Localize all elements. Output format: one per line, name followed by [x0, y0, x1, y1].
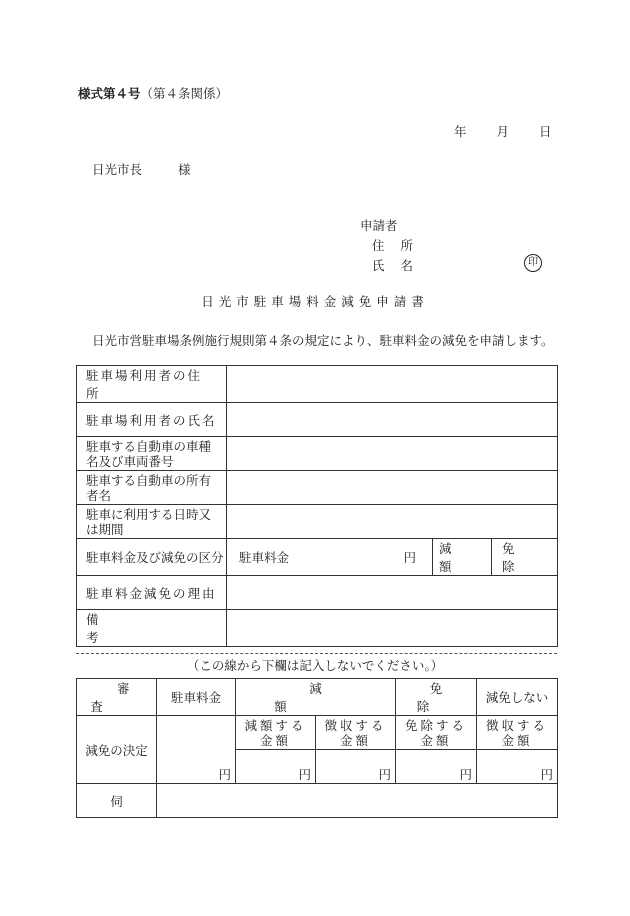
cutoff-note: （この線から下欄は記入しないでください。） — [186, 658, 444, 673]
collect-amount-label: 徴収する金額 — [486, 717, 549, 748]
date-month: 月 — [496, 124, 510, 139]
label-reason — [77, 576, 227, 610]
inquiry-field[interactable] — [157, 784, 558, 818]
collect-amount-cell[interactable] — [316, 750, 396, 784]
table-row — [77, 437, 558, 471]
review-header — [77, 679, 170, 716]
label-user-name — [77, 403, 227, 437]
field-fee-amount[interactable] — [227, 539, 433, 576]
table-row — [77, 539, 558, 576]
date-day: 日 — [539, 124, 552, 139]
applicant-address-label: 住 所 — [372, 238, 419, 253]
exempt-amount-label: 免除する金額 — [405, 717, 468, 748]
exemption-header — [396, 679, 477, 716]
date-year: 年 — [454, 124, 467, 139]
parking-fee-label: 駐車料金 — [170, 690, 221, 705]
review-label: 審査 — [90, 681, 170, 714]
date-line — [454, 122, 552, 140]
exemption-label: 免除 — [502, 541, 541, 574]
field-usage-period[interactable] — [227, 505, 558, 539]
field-user-name[interactable] — [227, 403, 558, 437]
reduce-amount-header — [236, 716, 316, 750]
label-vehicle-owner — [77, 471, 227, 505]
reduce-amount-cell[interactable] — [236, 750, 316, 784]
field-vehicle-owner[interactable] — [227, 471, 558, 505]
decision-label-cell — [77, 716, 157, 784]
exemption-label: 免除 — [416, 681, 469, 714]
collect-amount-cell-2[interactable] — [477, 750, 558, 784]
yen-unit: 円 — [540, 767, 554, 782]
field-reason[interactable] — [227, 576, 558, 610]
form-relation: （第４条関係） — [140, 86, 229, 101]
row-label: 駐車料金及び減免の区分 — [86, 550, 224, 565]
exempt-amount-cell[interactable] — [396, 750, 477, 784]
intro-text: 日光市営駐車場条例施行規則第４条の規定により、駐車料金の減免を申請します。 — [92, 333, 554, 348]
row-label: 備考 — [86, 612, 199, 645]
row-label: 駐車する自動車の所有者名 — [86, 472, 212, 503]
field-remarks[interactable] — [227, 610, 558, 647]
decision-fee-cell[interactable] — [157, 716, 236, 784]
label-vehicle-type — [77, 437, 227, 471]
table-row — [77, 576, 558, 610]
table-row — [77, 679, 558, 716]
application-table — [76, 365, 558, 647]
option-reduction[interactable] — [433, 539, 492, 576]
reduce-amount-label: 減額する金額 — [244, 717, 307, 748]
no-reduction-header — [477, 679, 558, 716]
row-label: 駐車料金減免の理由 — [86, 585, 217, 601]
applicant-title: 申請者 — [360, 218, 398, 233]
option-exemption[interactable] — [492, 539, 558, 576]
row-label: 駐車に利用する日時又は期間 — [86, 506, 212, 537]
addressee-honorific: 様 — [178, 162, 191, 177]
seal-mark: 印 — [524, 254, 542, 272]
table-row — [77, 505, 558, 539]
table-row — [77, 716, 558, 750]
review-table — [76, 678, 558, 818]
decision-label: 減免の決定 — [85, 742, 148, 758]
row-label: 駐車する自動車の車種名及び車両番号 — [86, 438, 212, 469]
field-user-address[interactable] — [227, 366, 558, 403]
table-row — [77, 784, 558, 818]
row-label: 駐車場利用者の住所 — [86, 368, 203, 401]
addressee-name: 日光市長 — [92, 162, 143, 177]
reduction-header — [236, 679, 396, 716]
table-row — [77, 610, 558, 647]
applicant-name-label: 氏 名 — [372, 258, 419, 273]
fee-label: 駐車料金 — [239, 550, 290, 565]
table-row — [77, 366, 558, 403]
label-fee-category — [77, 539, 227, 576]
no-reduction-label: 減免しない — [485, 690, 549, 705]
table-row — [77, 403, 558, 437]
inquiry-label: 伺 — [110, 793, 123, 809]
yen-unit: 円 — [298, 767, 311, 782]
document-title: 日光市駐車場料金減免申請書 — [201, 294, 429, 309]
yen-unit: 円 — [459, 767, 473, 782]
exempt-amount-header — [396, 716, 477, 750]
reduction-label: 減額 — [439, 541, 478, 574]
row-label: 駐車場利用者の氏名 — [86, 412, 217, 428]
label-remarks — [77, 610, 227, 647]
label-user-address — [77, 366, 227, 403]
form-number: 様式第４号 — [78, 86, 141, 101]
cutoff-line — [76, 653, 557, 654]
field-vehicle-type[interactable] — [227, 437, 558, 471]
collect-amount-header — [316, 716, 396, 750]
table-row — [77, 471, 558, 505]
label-usage-period — [77, 505, 227, 539]
collect-amount-label: 徴収する金額 — [324, 717, 387, 748]
inquiry-label-cell — [77, 784, 157, 818]
yen-unit: 円 — [378, 767, 392, 782]
yen-unit: 円 — [403, 550, 416, 565]
yen-unit: 円 — [218, 767, 231, 782]
addressee — [92, 160, 191, 178]
form-number-label — [78, 84, 228, 102]
collect-amount-header-2 — [477, 716, 558, 750]
reduction-label: 減額 — [274, 681, 392, 714]
